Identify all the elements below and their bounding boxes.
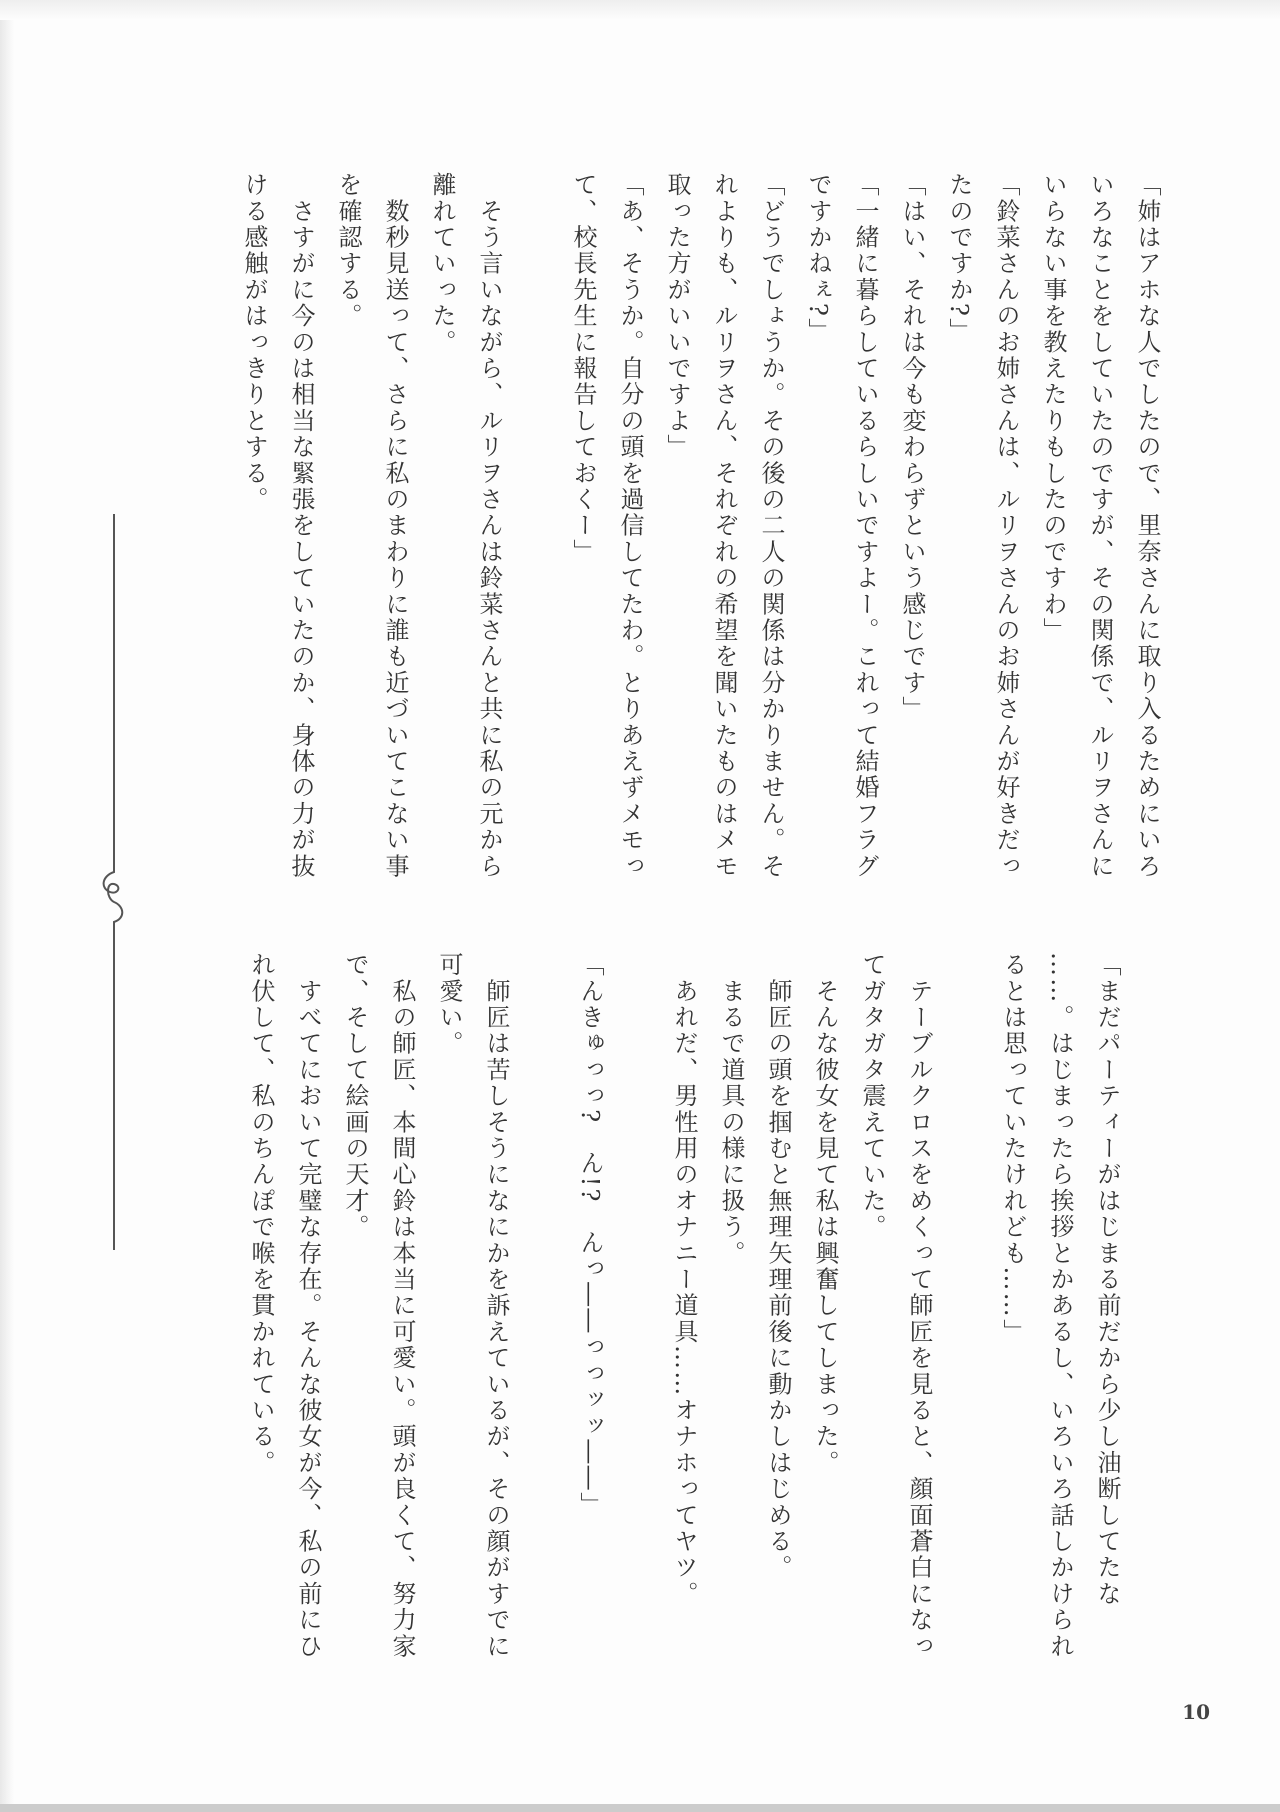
blank-line <box>512 172 559 892</box>
blank-line <box>942 952 989 1672</box>
page-top-shadow <box>0 0 1280 20</box>
text-line: れ伏して、私のちんぽで喉を貫かれている。 <box>247 952 275 1476</box>
text-line: ける感触がはっきりとする。 <box>240 172 268 513</box>
text-line: 可愛い。 <box>435 952 463 1057</box>
text-line: 師匠の頭を掴むと無理矢理前後に動かしはじめる。 <box>764 952 792 1581</box>
text-line: たのですか?」 <box>945 172 973 345</box>
text-line: 「どうでしょうか。その後の二人の関係は分かりません。そ <box>757 172 785 880</box>
text-line: ですかねぇ?」 <box>804 172 832 345</box>
page-bottom-edge <box>0 1804 1280 1812</box>
text-line: を確認する。 <box>334 172 362 330</box>
text-line: て、校長先生に報告しておくー」 <box>569 172 597 565</box>
text-block-bottom <box>237 952 1130 1672</box>
text-line: 取った方がいいですよ」 <box>663 172 691 461</box>
blank-line <box>613 952 660 1672</box>
blank-line <box>519 952 566 1672</box>
text-line: さすがに今のは相当な緊張をしていたのか、身体の力が抜 <box>287 172 315 880</box>
text-line: あれだ、男性用のオナニー道具……オナホってヤツ。 <box>670 952 698 1607</box>
text-line: れよりも、ルリヲさん、それぞれの希望を聞いたものはメモ <box>710 172 738 880</box>
text-line: てガタガタ震えていた。 <box>858 952 886 1241</box>
scene-divider-line-upper <box>113 514 115 844</box>
text-line: ……。はじまったら挨拶とかあるし、いろいろ話しかけられ <box>1046 952 1074 1660</box>
text-line: いろなことをしていたのですが、その関係で、ルリヲさんに <box>1086 172 1114 880</box>
text-line: 「姉はアホな人でしたので、里奈さんに取り入るためにいろ <box>1133 172 1161 880</box>
text-line: 「まだパーティーがはじまる前だから少し油断してたな <box>1093 952 1121 1607</box>
scene-divider-line-lower <box>113 940 115 1250</box>
text-line: 「んきゅっっ? ん!? んっ――っっッッ――」 <box>576 952 604 1518</box>
text-line: 私の師匠、本間心鈴は本当に可愛い。頭が良くて、努力家 <box>388 952 416 1660</box>
page-binding-shadow <box>0 0 14 1812</box>
text-line: 師匠は苦しそうになにかを訴えているが、その顔がすでに <box>482 952 510 1660</box>
text-line: そう言いながら、ルリヲさんは鈴菜さんと共に私の元から <box>475 172 503 880</box>
text-line: いらない事を教えたりもしたのですわ」 <box>1039 172 1067 644</box>
text-line: すべてにおいて完璧な存在。そんな彼女が今、私の前にひ <box>294 952 322 1660</box>
text-line: 「鈴菜さんのお姉さんは、ルリヲさんのお姉さんが好きだっ <box>992 172 1020 880</box>
text-line: テーブルクロスをめくって師匠を見ると、顔面蒼白になっ <box>905 952 933 1660</box>
text-line: そんな彼女を見て私は興奮してしまった。 <box>811 952 839 1476</box>
text-line: 「あ、そうか。自分の頭を過信してたわ。とりあえずメモっ <box>616 172 644 880</box>
text-line: 数秒見送って、さらに私のまわりに誰も近づいてこない事 <box>381 172 409 880</box>
page-number: 10 <box>1182 1700 1210 1724</box>
text-block-top <box>230 172 1170 892</box>
text-line: 「はい、それは今も変わらずという感じです」 <box>898 172 926 723</box>
text-line: 「一緒に暮らしているらしいですよー。これって結婚フラグ <box>851 172 879 880</box>
text-line: まるで道具の様に扱う。 <box>717 952 745 1267</box>
text-line: 離れていった。 <box>428 172 456 356</box>
text-line: で、そして絵画の天才。 <box>341 952 369 1241</box>
scene-divider-ornament-icon <box>96 842 132 942</box>
text-line: るとは思っていたけれども……」 <box>999 952 1027 1345</box>
